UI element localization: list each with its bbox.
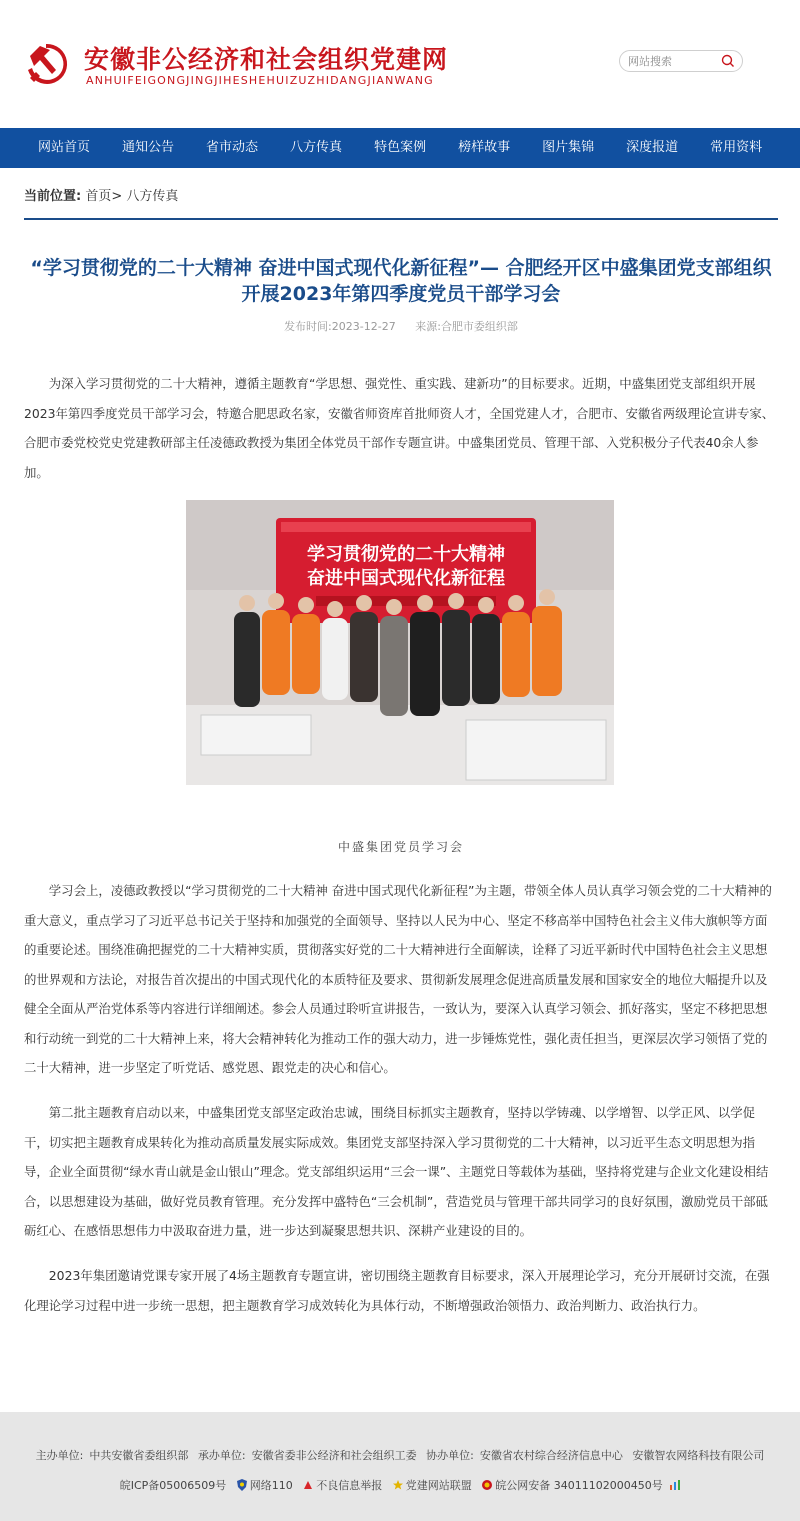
article-meta bbox=[24, 318, 778, 334]
icp-link[interactable]: 皖ICP备05006509号 bbox=[119, 1479, 227, 1492]
police110-link[interactable]: 网络110 bbox=[236, 1479, 293, 1492]
header bbox=[0, 0, 800, 128]
host-label: 主办单位: bbox=[35, 1449, 84, 1462]
search-input[interactable] bbox=[628, 53, 718, 69]
footer-links-line bbox=[0, 1477, 800, 1493]
nav-gallery[interactable]: 图片集锦 bbox=[542, 140, 595, 155]
report-link[interactable]: 不良信息举报 bbox=[302, 1479, 382, 1492]
site-subtitle: ANHUIFEIGONGJINGJIHESHEHUIZUZHIDANGJIANWANG bbox=[86, 74, 434, 87]
article-paragraph: 学习会上，凌德政教授以“学习贯彻党的二十大精神 奋进中国式现代化新征程”为主题，带领全体人员认真学习领会党的二十大精神的重大意义，重点学习了习近平总书记关于坚持和加强党的全面领导、坚持以人民为中心、坚定不移高举中国特色社会主义伟大旗帜等方面的重要论述。围绕准确把握党的二十大精神实质，贯彻落实好党的二十大精神进行全面解读，诠释了习近平新时代中国特色社会主义思想的世界观和方法论，对报告首次提出的中国式现代化的本质特征及要求、贯彻新发展理念促进高质量发展和国家安全的地位大幅提升以及健全全面从严治党体系等内容进行详细阐述。参会人员通过聆听宣讲报告，一致认为，要深入认真学习领会、抓好落实，坚定不移把思想和行动统一到党的二十大精神上来，将大会精神转化为推动工作的强大动力，进一步锤炼党性，强化责任担当，更深层次学习领悟了党的二十大精神，进一步坚定了听党话、感党恩、跟党走的决心和信心。 bbox=[24, 883, 772, 1075]
banner-line-2: 奋进中国式现代化新征程 bbox=[307, 568, 505, 589]
article-paragraph: 为深入学习贯彻党的二十大精神，遵循主题教育“学思想、强党性、重实践、建新功”的目标要求。近期，中盛集团党支部组织开展2023年第四季度党员干部学习会，特邀合肥思政名家，安徽省师资库首批师资人才，全国党建人才，合肥市、安徽省两级理论宣讲专家、合肥市委党校党史党建教研部主任凌德政教授为集团全体党员干部作专题宣讲。中盛集团党员、管理干部、入党积极分子代表40余人参加。 bbox=[24, 376, 775, 480]
footer bbox=[0, 1412, 800, 1521]
publish-date: 2023-12-27 bbox=[331, 320, 396, 333]
photo-caption: 中盛集团党员学习会 bbox=[337, 840, 464, 854]
host-org: 中共安徽省委组织部 bbox=[89, 1449, 189, 1462]
date-label: 发布时间: bbox=[284, 320, 332, 333]
article-title: “学习贯彻党的二十大精神 奋进中国式现代化新征程”— 合肥经开区中盛集团党支部组织开展2023年第四季度党员干部学习会 bbox=[30, 257, 772, 305]
police-badge-icon bbox=[236, 1479, 248, 1491]
security-link[interactable]: 皖公网安备 34011102000450号 bbox=[481, 1479, 662, 1492]
article-photo bbox=[186, 500, 614, 785]
search-icon[interactable] bbox=[720, 53, 736, 69]
nav-role-models[interactable]: 榜样故事 bbox=[458, 140, 511, 155]
group-photo-image bbox=[186, 500, 614, 785]
footer-org-line bbox=[0, 1447, 800, 1463]
divider bbox=[24, 218, 778, 220]
organizer-label: 承办单位: bbox=[197, 1449, 246, 1462]
co-label: 协办单位: bbox=[426, 1449, 474, 1462]
nav-cases[interactable]: 特色案例 bbox=[374, 140, 427, 155]
banner-line-1: 学习贯彻党的二十大精神 bbox=[307, 544, 505, 565]
co-org-2: 安徽智农网络科技有限公司 bbox=[632, 1449, 765, 1462]
article-source: 合肥市委组织部 bbox=[440, 320, 518, 333]
nav-notices[interactable]: 通知公告 bbox=[122, 140, 175, 155]
nav-local-news[interactable]: 省市动态 bbox=[206, 140, 259, 155]
police-emblem-icon bbox=[481, 1479, 493, 1491]
stats-icon[interactable] bbox=[669, 1479, 681, 1491]
search-box bbox=[619, 50, 743, 72]
site-title[interactable]: 安徽非公经济和社会组织党建网 bbox=[84, 45, 449, 74]
breadcrumb bbox=[24, 185, 178, 204]
nav-in-depth[interactable]: 深度报道 bbox=[626, 140, 679, 155]
report-icon bbox=[302, 1479, 314, 1491]
party-emblem-icon bbox=[22, 40, 70, 88]
source-label: 来源: bbox=[415, 320, 441, 333]
nav-bafang[interactable]: 八方传真 bbox=[290, 140, 343, 155]
party-star-icon bbox=[392, 1479, 404, 1491]
organizer-org: 安徽省委非公经济和社会组织工委 bbox=[251, 1449, 417, 1462]
breadcrumb-home[interactable]: 首页> bbox=[85, 189, 123, 204]
article-paragraph: 2023年集团邀请党课专家开展了4场主题教育专题宣讲，密切围绕主题教育目标要求，深入开展理论学习，充分开展研讨交流，在强化理论学习过程中进一步统一思想，把主题教育学习成效转化为具体行动，不断增强政治领悟力、政治判断力、政治执行力。 bbox=[24, 1268, 770, 1313]
breadcrumb-current[interactable]: 八方传真 bbox=[126, 189, 179, 204]
nav-resources[interactable]: 常用资料 bbox=[710, 140, 763, 155]
co-org-1: 安徽省农村综合经济信息中心 bbox=[479, 1449, 623, 1462]
nav-home[interactable]: 网站首页 bbox=[38, 140, 91, 155]
alliance-link[interactable]: 党建网站联盟 bbox=[392, 1479, 472, 1492]
article-paragraph: 第二批主题教育启动以来，中盛集团党支部坚定政治忠诚，围绕目标抓实主题教育，坚持以学铸魂、以学增智、以学正风、以学促干，切实把主题教育成果转化为推动高质量发展实际成效。集团党支部坚持深入学习贯彻党的二十大精神，以习近平生态文明思想为指导，企业全面贯彻“绿水青山就是金山银山”理念。党支部组织运用“三会一课”、主题党日等载体为基础，坚持将党建与企业文化建设相结合，以思想建设为基础，做好党员教育管理。充分发挥中盛特色“三会机制”，营造党员与管理干部共同学习的良好氛围，激励党员干部砥砺红心、在感悟思想伟力中汲取奋进力量，进一步达到凝聚思想共识、深耕产业建设的目的。 bbox=[24, 1105, 769, 1238]
breadcrumb-label: 当前位置: bbox=[24, 189, 82, 204]
main-nav bbox=[0, 128, 800, 168]
